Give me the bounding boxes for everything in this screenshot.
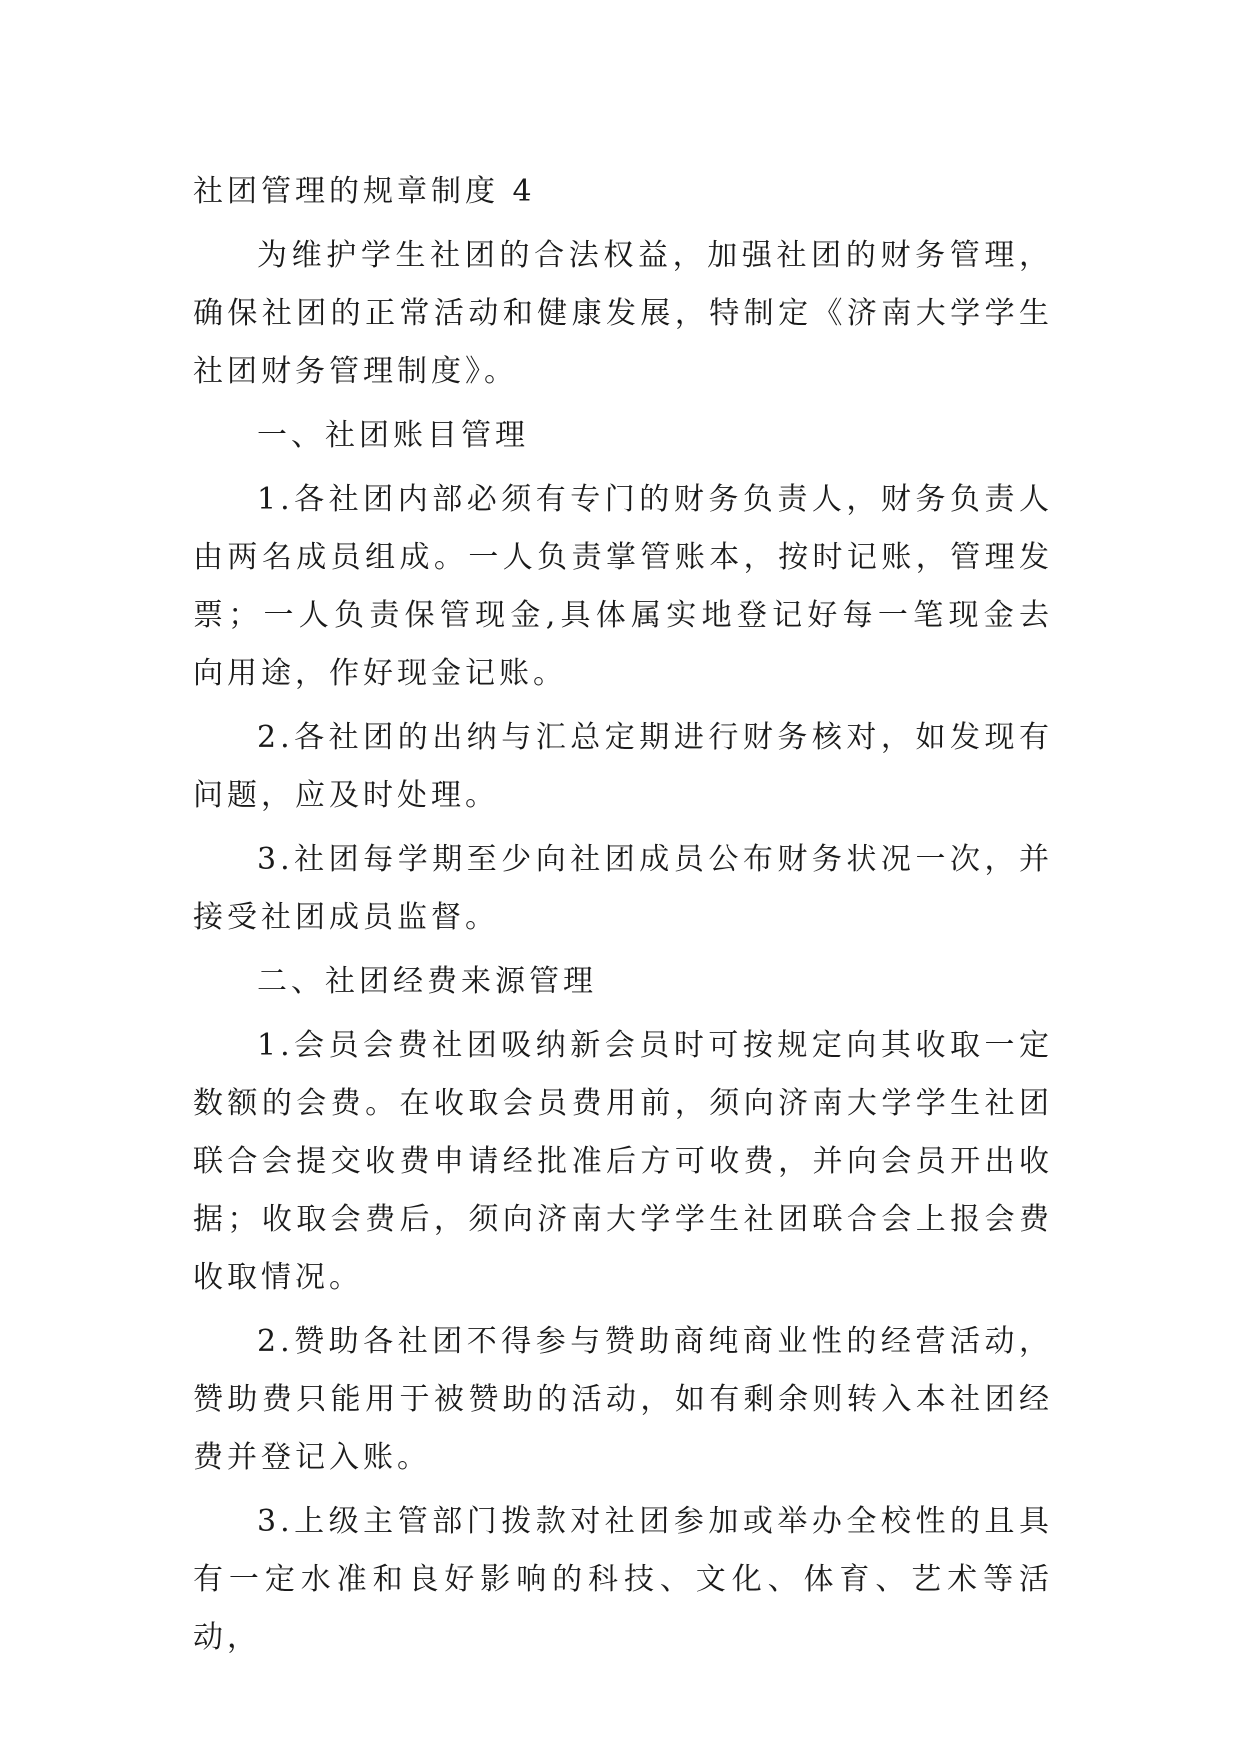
- paragraph-1-3: 3.社团每学期至少向社团成员公布财务状况一次，并接受社团成员监督。: [193, 842, 1053, 935]
- paragraph-1-1: 1.各社团内部必须有专门的财务负责人，财务负责人由两名成员组成。一人负责掌管账本，按时记账，管理发票；一人负责保管现金,具体属实地登记好每一笔现金去向用途，作好现金记账。: [193, 482, 1053, 691]
- section-heading-2: 二、社团经费来源管理: [257, 964, 597, 999]
- section-heading-1: 一、社团账目管理: [257, 418, 529, 453]
- paragraph-2-1: 1.会员会费社团吸纳新会员时可按规定向其收取一定数额的会费。在收取会员费用前，须向济南大学学生社团联合会提交收费申请经批准后方可收费，并向会员开出收据；收取会费后，须向济南大学学生社团联合会上报会费收取情况。: [193, 1028, 1053, 1295]
- document-title: 社团管理的规章制度 4: [193, 174, 536, 209]
- paragraph-2-3: 3.上级主管部门拨款对社团参加或举办全校性的且具有一定水准和良好影响的科技、文化、体育、艺术等活动，: [193, 1504, 1053, 1655]
- paragraph-intro: 为维护学生社团的合法权益，加强社团的财务管理，确保社团的正常活动和健康发展，特制定《济南大学学生社团财务管理制度》。: [193, 238, 1053, 389]
- paragraph-1-2: 2.各社团的出纳与汇总定期进行财务核对，如发现有问题，应及时处理。: [193, 720, 1053, 813]
- document-body: [193, 163, 1053, 1673]
- paragraph-2-2: 2.赞助各社团不得参与赞助商纯商业性的经营活动，赞助费只能用于被赞助的活动，如有剩余则转入本社团经费并登记入账。: [193, 1324, 1053, 1475]
